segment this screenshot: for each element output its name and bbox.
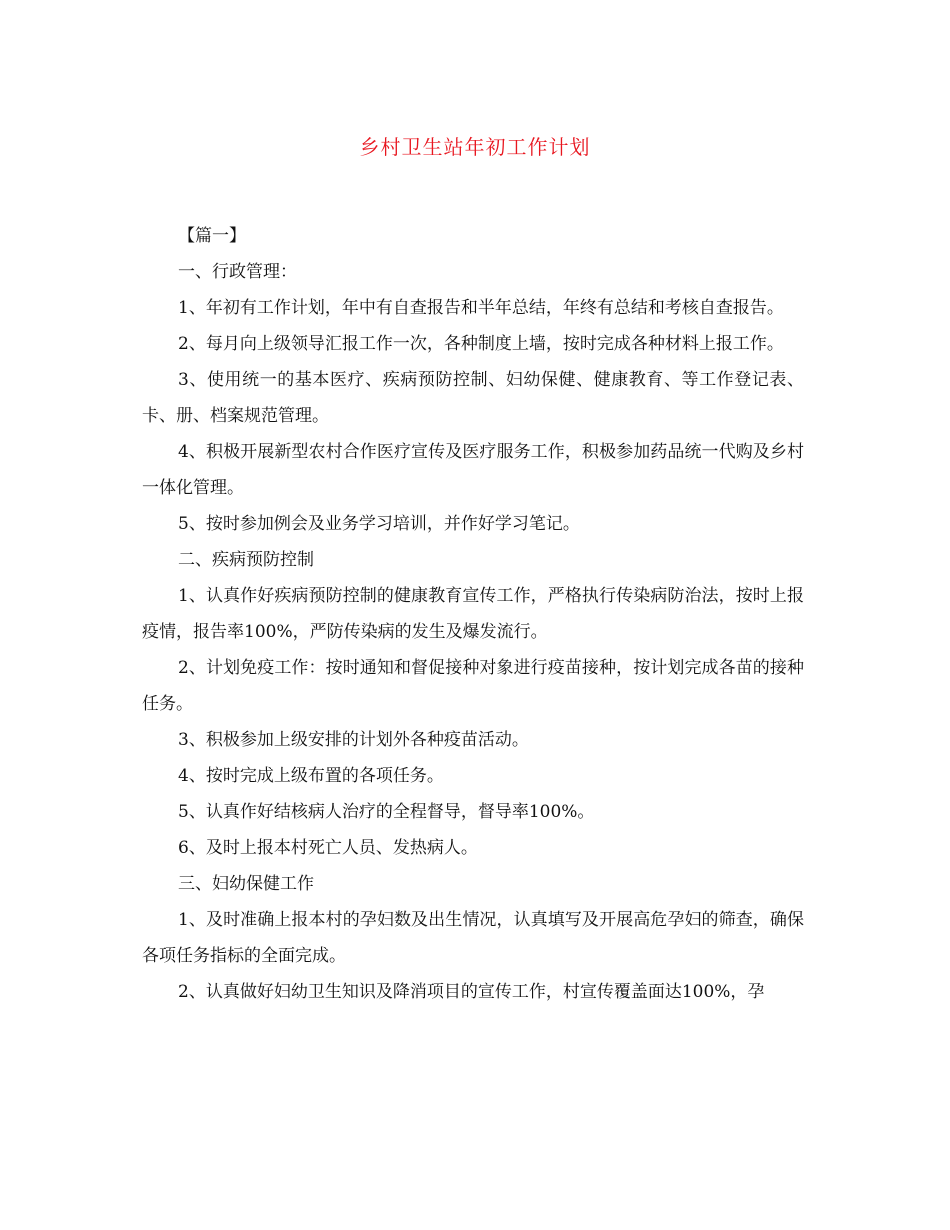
paragraph: 4、按时完成上级布置的各项任务。 [178,766,444,786]
paragraph: 2、每月向上级领导汇报工作一次，各种制度上墙，按时完成各种材料上报工作。 [178,334,784,354]
paragraph: 1、年初有工作计划，年中有自查报告和半年总结，年终有总结和考核自查报告。 [178,298,784,318]
section-heading: 三、妇幼保健工作 [178,874,314,894]
paragraph: 1、及时准确上报本村的孕妇数及出生情况，认真填写及开展高危孕妇的筛查，确保各项任务指标的全面完成。 [142,910,804,966]
document-body [142,218,804,1010]
paragraph: 3、积极参加上级安排的计划外各种疫苗活动。 [178,730,529,750]
document-title: 乡村卫生站年初工作计划 [359,135,591,159]
paragraph: 5、认真作好结核病人治疗的全程督导，督导率100%。 [178,802,595,822]
paragraph: 2、认真做好妇幼卫生知识及降消项目的宣传工作，村宣传覆盖面达100%，孕 [178,982,765,1002]
paragraph: 2、计划免疫工作：按时通知和督促接种对象进行疫苗接种，按计划完成各苗的接种任务。 [142,658,804,714]
section-heading: 【篇一】 [178,226,246,246]
section-heading: 二、疾病预防控制 [178,550,314,570]
paragraph: 5、按时参加例会及业务学习培训，并作好学习笔记。 [178,514,580,534]
section-heading: 一、行政管理： [178,262,297,282]
paragraph: 1、认真作好疾病预防控制的健康教育宣传工作，严格执行传染病防治法，按时上报疫情，报告率100%，严防传染病的发生及爆发流行。 [142,586,804,642]
paragraph: 3、使用统一的基本医疗、疾病预防控制、妇幼保健、健康教育、等工作登记表、卡、册、档案规范管理。 [142,370,804,426]
paragraph: 4、积极开展新型农村合作医疗宣传及医疗服务工作，积极参加药品统一代购及乡村一体化管理。 [142,442,804,498]
paragraph: 6、及时上报本村死亡人员、发热病人。 [178,838,478,858]
